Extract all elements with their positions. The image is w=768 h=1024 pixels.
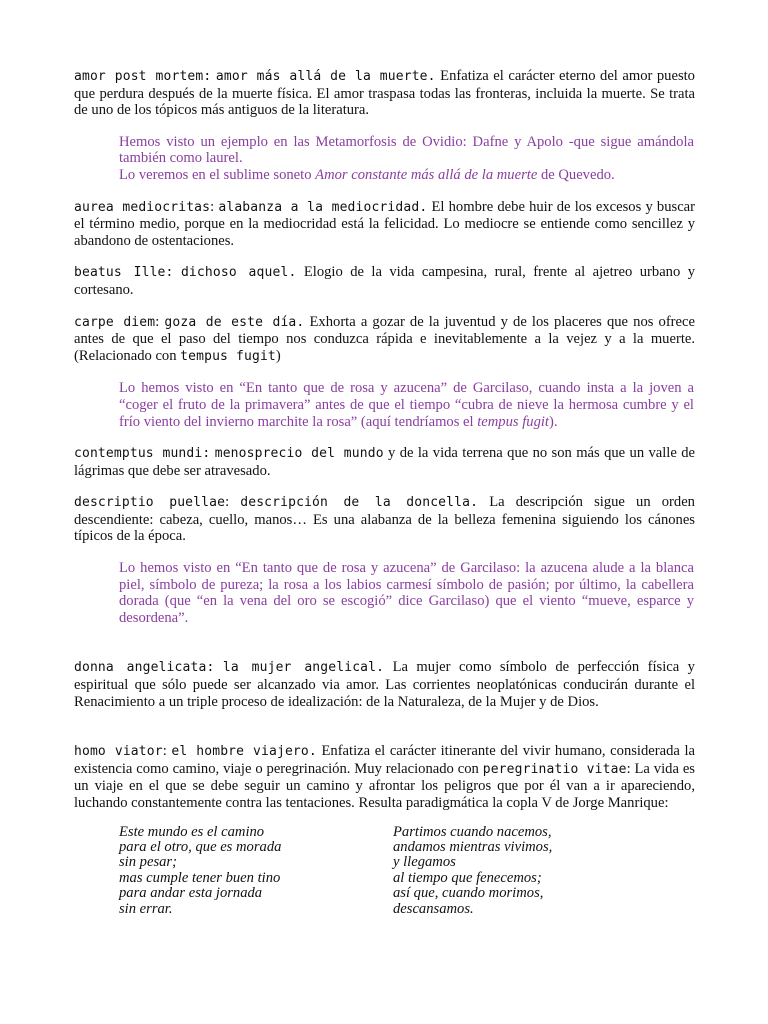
term-reference: tempus fugit [180, 348, 276, 364]
term-separator: : [206, 660, 215, 676]
copla-column-right [393, 825, 653, 917]
verse-line: Este mundo es el camino [119, 823, 265, 840]
verse-line: mas cumple tener buen tino [119, 869, 281, 886]
term-translation: la mujer angelical [222, 660, 377, 676]
note-text: Lo veremos en el sublime soneto [119, 166, 316, 183]
verse-line: y llegamos [393, 854, 456, 871]
entry-donna-angelicata [74, 659, 695, 710]
term-punct: . [296, 314, 305, 330]
term-translation: goza de este día [164, 314, 297, 330]
term-punct: . [427, 69, 436, 84]
term-translation: dichoso aquel [180, 265, 289, 281]
entry-text: Enfatiza el carácter itinerante del vivir humano, considerada la existencia como camino, viaje o peregrinación. Muy relacionado con [74, 743, 695, 777]
note-line: Lo hemos visto en “En tanto que de rosa y azucena” de Garcilaso: la azucena alude a la blanca piel, símbolo de pureza; la rosa a los labios carmesí símbolo de pasión; por último, la cabellera dorada (que “en la vena del oro se escogió” dice Garcilaso) que el viento “mueve, esparce y desordena”. [119, 560, 694, 626]
term-latin: carpe diem [74, 314, 156, 330]
term-separator: : [155, 313, 160, 330]
note-italic-term: tempus fugit [477, 413, 549, 430]
verse-line: para andar esta jornada [119, 885, 263, 902]
term-latin: amor post mortem [74, 69, 204, 84]
entry-carpe-diem [74, 314, 695, 366]
copla-column-left [119, 825, 379, 917]
term-translation: menosprecio del mundo [214, 446, 384, 462]
entry-text: y de la vida terrena que no son más que un valle de lágrimas que debe ser atravesado. [74, 445, 695, 479]
verse-line: sin pesar; [119, 854, 177, 871]
term-punct: . [419, 199, 428, 215]
term-separator: : [225, 494, 230, 511]
note-descriptio-puellae [119, 560, 694, 626]
term-latin: homo viator [74, 744, 163, 760]
note-amor-post-mortem [119, 134, 694, 184]
verse-line: al tiempo que fenecemos; [393, 869, 542, 886]
term-punct: . [288, 265, 297, 281]
term-latin: beatus Ille [74, 265, 166, 281]
term-latin: contemptus mundi [74, 446, 203, 462]
verse-line: sin errar. [119, 900, 173, 917]
entry-contemptus-mundi [74, 445, 695, 479]
verse-line: Partimos cuando nacemos, [393, 823, 552, 840]
note-line [119, 167, 694, 184]
entry-amor-post-mortem [74, 68, 695, 119]
spacer [74, 641, 695, 659]
term-punct: . [376, 660, 385, 676]
term-translation: amor más allá de la muerte [215, 69, 428, 84]
term-reference: peregrinatio vitae [482, 761, 627, 777]
spacer [74, 725, 695, 743]
entry-descriptio-puellae [74, 494, 695, 545]
term-translation: descripción de la doncella [240, 495, 471, 511]
entry-text: La mujer como símbolo de perfección física y espiritual que sólo puede ser alcanzado via amor. Las corrientes neoplatónicas conducirán durante el Renacimiento a un triple proceso de idealización: de la Naturaleza, de la Mujer y de Dios. [74, 659, 695, 710]
entry-text: La descripción sigue un orden descendiente: cabeza, cuello, manos… Es una alabanza de la belleza femenina siguiendo los cánones típicos de la época. [74, 494, 695, 545]
term-translation: alabanza a la mediocridad [218, 199, 420, 215]
note-italic-title: Amor constante más allá de la muerte [315, 166, 538, 183]
verse-line: para el otro, que es morada [119, 838, 282, 855]
note-text: de Quevedo. [537, 166, 615, 183]
entry-aurea-mediocritas [74, 199, 695, 250]
term-separator: : [162, 743, 167, 760]
entry-text: Elogio de la vida campesina, rural, frente al ajetreo urbano y cortesano. [74, 264, 695, 298]
term-latin: aurea mediocritas [74, 199, 211, 215]
term-translation: el hombre viajero [171, 744, 309, 760]
note-carpe-diem [119, 380, 694, 430]
copla-manrique [119, 825, 695, 925]
term-separator: : [203, 69, 212, 84]
note-text: ). [549, 413, 558, 430]
entry-text: : La vida es un viaje en el que se debe seguir un camino y afrontar los peligros que por él van a ir apareciendo, luchando constantemente contra las tentaciones. Resulta paradigmática la copla V de Jorge Manrique: [74, 760, 695, 811]
term-punct: . [470, 495, 479, 511]
entry-text: ) [275, 347, 281, 364]
term-separator: : [202, 446, 211, 462]
verse-line: descansamos. [393, 900, 474, 917]
entry-text: El hombre debe huir de los excesos y buscar el término medio, porque en la mediocridad está la felicidad. Lo mediocre se entiende como sencillez y abandono de ostentaciones. [74, 198, 696, 249]
document-page [74, 68, 695, 925]
note-text: Lo hemos visto en “En tanto que de rosa y azucena” de Garcilaso, cuando insta a la joven a “coger el fruto de la primavera” antes de que el tiempo “cubra de nieve la hermosa cumbre y el frío viento del invierno marchite la rosa” (aquí tendríamos el [119, 380, 694, 430]
entry-text: Enfatiza el carácter eterno del amor puesto que perdura después de la muerte física. El amor traspasa todas las fronteras, incluida la muerte. Se trata de uno de los tópicos más antiguos de la literatura. [74, 68, 695, 119]
note-line: Hemos visto un ejemplo en las Metamorfosis de Ovidio: Dafne y Apolo -que sigue amándola también como laurel. [119, 133, 694, 167]
term-separator: : [165, 265, 174, 281]
term-punct: . [308, 744, 317, 760]
note-line [119, 380, 694, 430]
verse-line: andamos mientras vivimos, [393, 838, 553, 855]
term-latin: donna angelicata [74, 660, 207, 676]
entry-homo-viator [74, 743, 695, 811]
term-separator: : [210, 198, 215, 215]
entry-text: Exhorta a gozar de la juventud y de los placeres que nos ofrece antes de que el paso del tiempo nos conduzca rápida e inevitablemente a la vejez y a la muerte. (Relacionado con [74, 313, 695, 364]
term-latin: descriptio puellae [74, 495, 226, 511]
entry-beatus-ille [74, 264, 695, 298]
verse-line: así que, cuando morimos, [393, 885, 544, 902]
